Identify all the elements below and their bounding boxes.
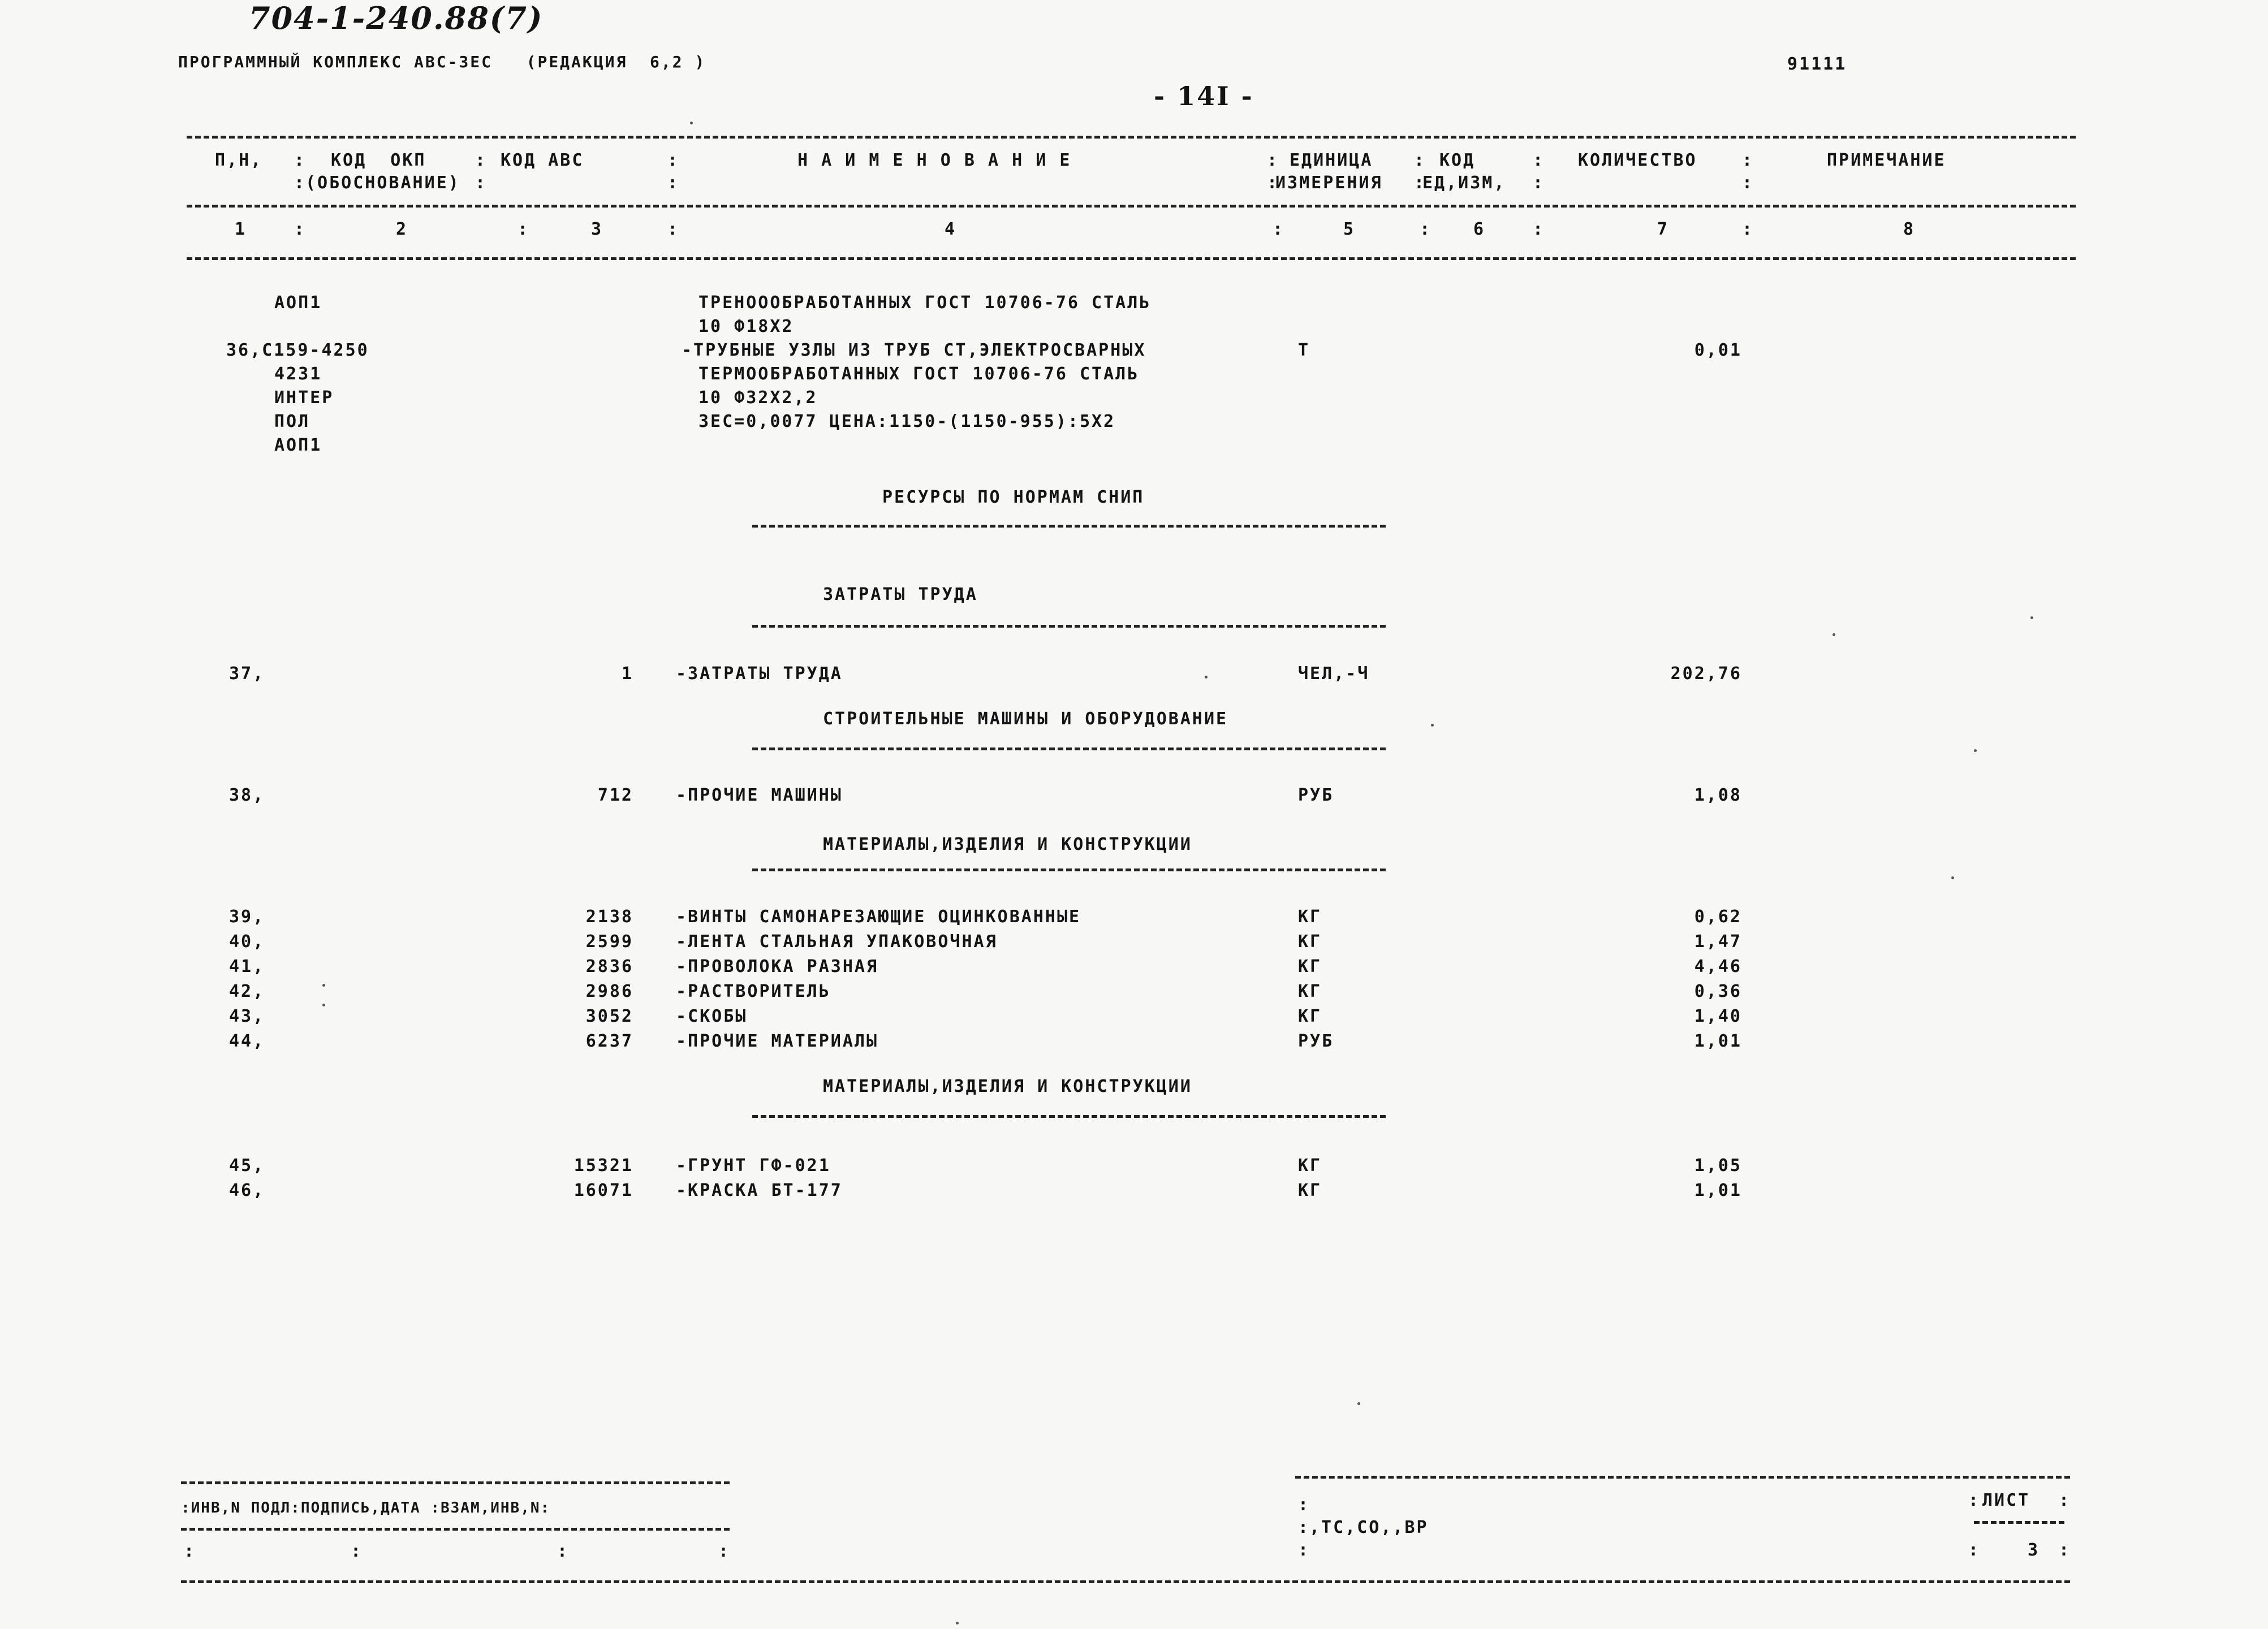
section-materials-1: МАТЕРИАЛЫ,ИЗДЕЛИЯ И КОНСТРУКЦИИ: [823, 835, 1192, 854]
quantity: 1,47: [1694, 932, 1742, 952]
row-number: 39,: [229, 907, 265, 927]
col-kod-abc: КОД АВС: [501, 150, 584, 170]
abc-code: 2138: [585, 907, 633, 927]
source-line: 4231: [274, 364, 322, 384]
colnum-2: 2: [396, 219, 408, 239]
row-number: 45,: [229, 1156, 265, 1176]
name-line: ТЕРМООБРАБОТАННЫХ ГОСТ 10706-76 СТАЛЬ: [698, 364, 1140, 384]
right-code: 91111: [1787, 54, 1847, 74]
abc-code: 2836: [585, 957, 633, 976]
row-number: 43,: [229, 1006, 265, 1026]
abc-code: 3052: [585, 1006, 633, 1026]
item-name: -КРАСКА БТ-177: [676, 1181, 843, 1200]
unit: КГ: [1298, 932, 1322, 952]
quantity: 1,01: [1694, 1181, 1742, 1200]
unit: КГ: [1298, 982, 1322, 1001]
section-machines: СТРОИТЕЛЬНЫЕ МАШИНЫ И ОБОРУДОВАНИЕ: [823, 709, 1228, 729]
col-kod-okp: КОД ОКП: [331, 150, 426, 170]
source-line: ПОЛ: [274, 412, 311, 431]
col-unit-code-2: ЕД,ИЗМ,: [1422, 173, 1506, 193]
quantity: 0,36: [1694, 982, 1742, 1001]
abc-code: 16071: [574, 1181, 633, 1200]
item-name: -СКОБЫ: [676, 1006, 748, 1026]
colnum-7: 7: [1657, 219, 1670, 239]
abc-code: 15321: [574, 1156, 633, 1176]
row-number: 40,: [229, 932, 265, 952]
row-number: 44,: [229, 1031, 265, 1051]
colnum-5: 5: [1343, 219, 1356, 239]
unit: РУБ: [1298, 1031, 1334, 1051]
quantity: 4,46: [1694, 957, 1742, 976]
quantity: 1,05: [1694, 1156, 1742, 1176]
sheet-label: ЛИСТ: [1982, 1490, 2030, 1510]
name-line: ЗЕС=0,0077 ЦЕНА:1150-(1150-955):5Х2: [698, 412, 1116, 431]
source-aop1: АОП1: [274, 293, 322, 313]
sheet-number: 3: [2028, 1540, 2040, 1560]
section-materials-2: МАТЕРИАЛЫ,ИЗДЕЛИЯ И КОНСТРУКЦИИ: [823, 1077, 1192, 1096]
col-note: ПРИМЕЧАНИЕ: [1827, 150, 1946, 170]
unit: Т: [1298, 340, 1310, 360]
unit: КГ: [1298, 957, 1322, 976]
col-kod-okp-2: (ОБОСНОВАНИЕ): [305, 173, 460, 193]
unit: КГ: [1298, 907, 1322, 927]
item-name: -ПРОВОЛОКА РАЗНАЯ: [676, 957, 879, 976]
name-line: ТРЕНОООБРАБОТАННЫХ ГОСТ 10706-76 СТАЛЬ: [698, 293, 1152, 313]
row-number: 42,: [229, 982, 265, 1001]
colnum-8: 8: [1903, 219, 1916, 239]
abc-code: 2599: [585, 932, 633, 952]
unit: КГ: [1298, 1156, 1322, 1176]
item-name: -ЛЕНТА СТАЛЬНАЯ УПАКОВОЧНАЯ: [676, 932, 998, 952]
section-labor: ЗАТРАТЫ ТРУДА: [823, 585, 978, 604]
quantity: 1,01: [1694, 1031, 1742, 1051]
name-line: 10 Ф32Х2,2: [698, 388, 818, 408]
colnum-4: 4: [945, 219, 957, 239]
col-pn: П,Н,: [215, 150, 263, 170]
source-line: АОП1: [274, 435, 322, 455]
quantity: 1,40: [1694, 1006, 1742, 1026]
abc-code: 6237: [585, 1031, 633, 1051]
item-name: -ГРУНТ ГФ-021: [676, 1156, 831, 1176]
col-qty: КОЛИЧЕСТВО: [1578, 150, 1697, 170]
name-line: 10 Ф18Х2: [698, 317, 794, 336]
abc-code: 2986: [585, 982, 633, 1001]
source-line: ИНТЕР: [274, 388, 334, 408]
unit: КГ: [1298, 1181, 1322, 1200]
colnum-3: 3: [591, 219, 603, 239]
name-line: -ТРУБНЫЕ УЗЛЫ ИЗ ТРУБ СТ,ЭЛЕКТРОСВАРНЫХ: [682, 340, 1146, 360]
row-number: 41,: [229, 957, 265, 976]
colnum-1: 1: [235, 219, 247, 239]
page-number: - 14I -: [1154, 81, 1254, 111]
item-name: -РАСТВОРИТЕЛЬ: [676, 982, 831, 1001]
item-name: -ПРОЧИЕ МАТЕРИАЛЫ: [676, 1031, 879, 1051]
colnum-6: 6: [1473, 219, 1486, 239]
quantity: 0,01: [1694, 340, 1742, 360]
col-unit-2: ИЗМЕРЕНИЯ: [1275, 173, 1383, 193]
program-title: ПРОГРАММНЫЙ КОМПЛЕКС АВС-ЗЕС (РЕДАКЦИЯ 6,2 ): [178, 53, 706, 71]
quantity: 0,62: [1694, 907, 1742, 927]
col-name: Н А И М Е Н О В А Н И Е: [797, 150, 1072, 170]
section-resources: РЕСУРСЫ ПО НОРМАМ СНИП: [882, 487, 1145, 507]
handwritten-code: 704-1-240.88(7): [249, 0, 544, 36]
col-unit-code: КОД: [1439, 150, 1476, 170]
row-number: 36,С159-4250: [226, 340, 369, 360]
unit: КГ: [1298, 1006, 1322, 1026]
row-number: 46,: [229, 1181, 265, 1200]
item-name: -ВИНТЫ САМОНАРЕЗАЮЩИЕ ОЦИНКОВАННЫЕ: [676, 907, 1081, 927]
col-unit: ЕДИНИЦА: [1290, 150, 1373, 170]
